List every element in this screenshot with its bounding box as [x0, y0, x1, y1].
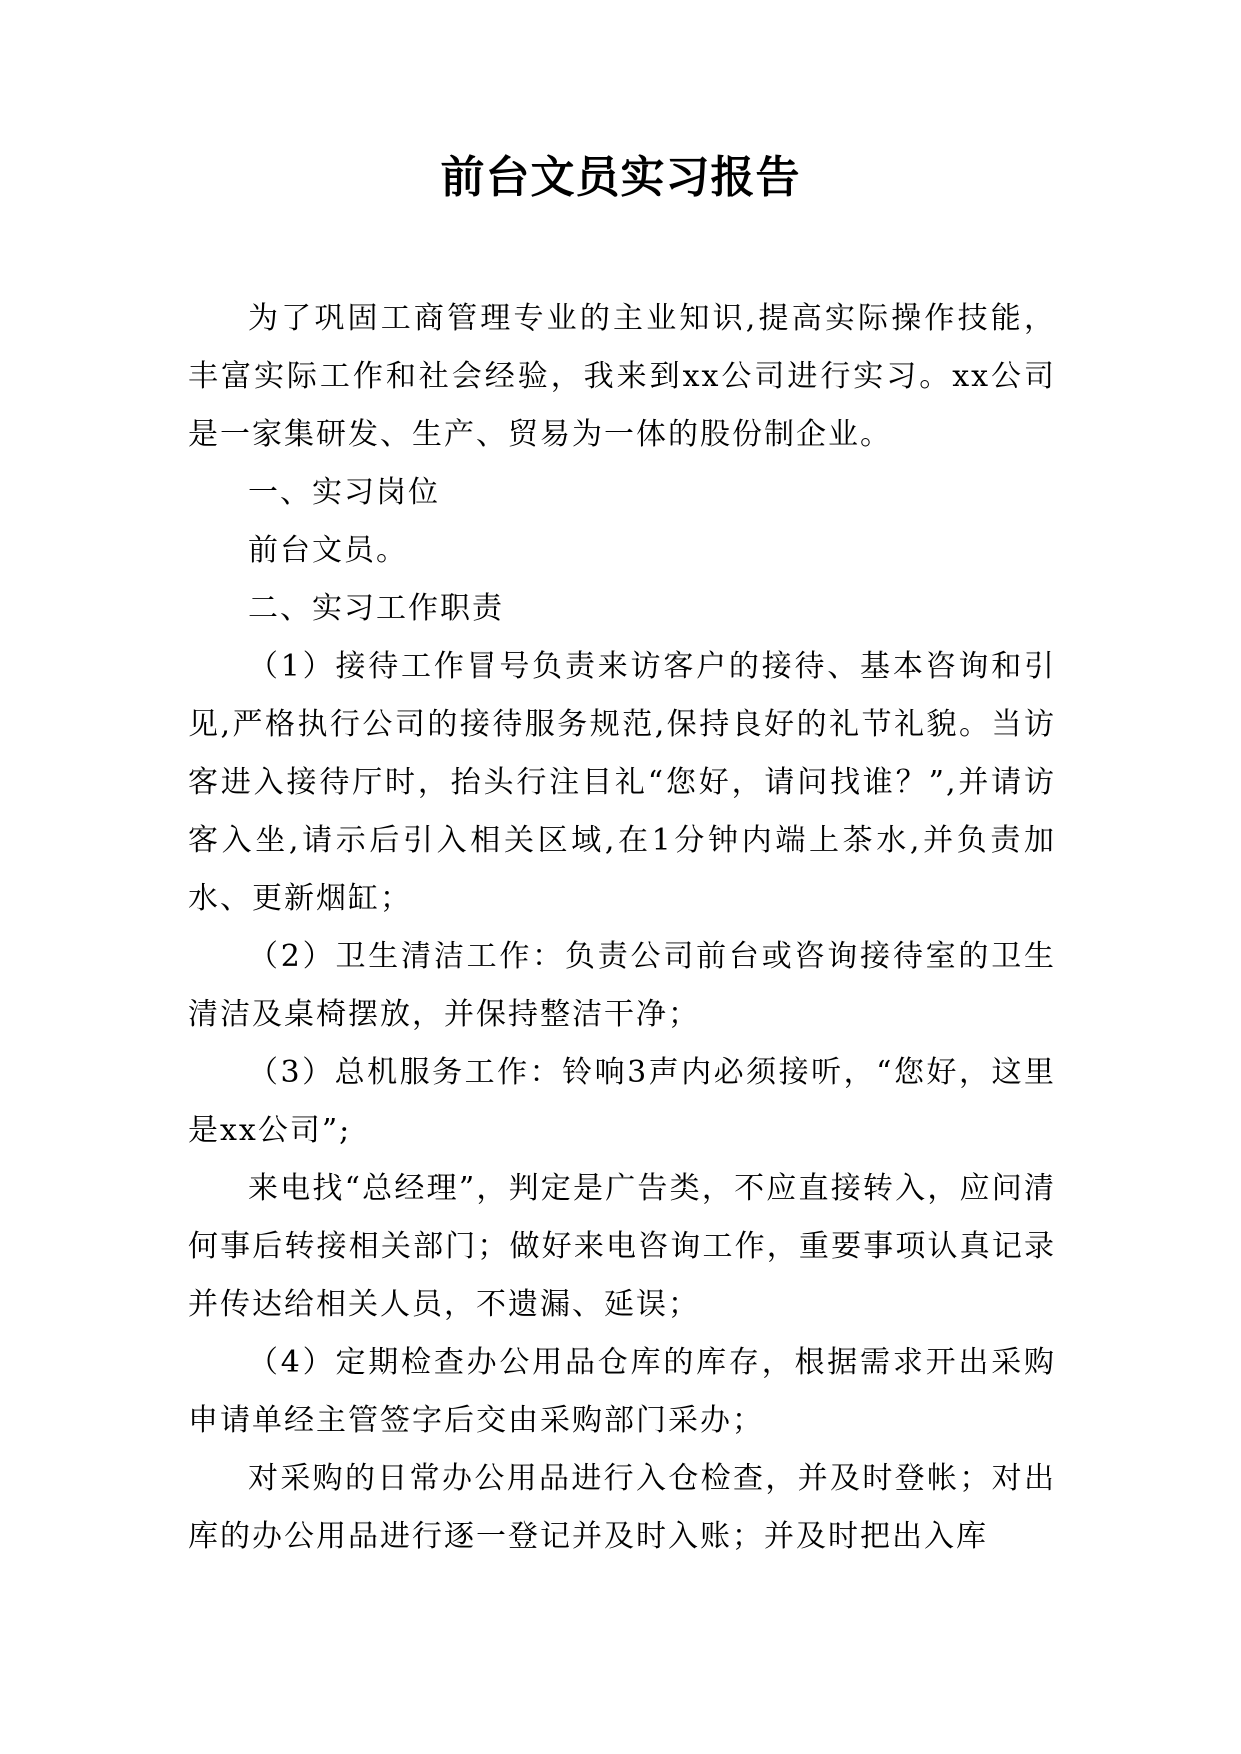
- section-heading-internship-position: 一、实习岗位: [248, 475, 440, 510]
- section-heading-job-duties: 二、实习工作职责: [248, 591, 504, 626]
- document-body: [188, 290, 1056, 1566]
- paragraph-duty-supplies: （4）定期检查办公用品仓库的库存，根据需求开出采购申请单经主管签字后交由采购部门采办；: [188, 1345, 1056, 1438]
- paragraph-duty-reception: （1）接待工作冒号负责来访客户的接待、基本咨询和引见,严格执行公司的接待服务规范,保持良好的礼节礼貌。当访客进入接待厅时，抬头行注目礼“您好，请问找谁？”,并请访客入坐,请示后引入相关区域,在1分钟内端上茶水,并负责加水、更新烟缸；: [188, 649, 1056, 916]
- paragraph-position: 前台文员。: [248, 533, 408, 568]
- paragraph-intro: 为了巩固工商管理专业的主业知识,提高实际操作技能，丰富实际工作和社会经验，我来到xx公司进行实习。xx公司是一家集研发、生产、贸易为一体的股份制企业。: [188, 301, 1056, 452]
- paragraph-supplies-inventory: 对采购的日常办公用品进行入仓检查，并及时登帐；对出库的办公用品进行逐一登记并及时入账；并及时把出入库: [188, 1461, 1056, 1554]
- paragraph-duty-switchboard: （3）总机服务工作：铃响3声内必须接听，“您好，这里是xx公司”;: [188, 1055, 1056, 1148]
- document-title: 前台文员实习报告: [440, 152, 801, 203]
- paragraph-call-handling: 来电找“总经理”，判定是广告类，不应直接转入，应问清何事后转接相关部门；做好来电咨询工作，重要事项认真记录并传达给相关人员，不遗漏、延误；: [188, 1171, 1056, 1322]
- paragraph-duty-cleaning: （2）卫生清洁工作：负责公司前台或咨询接待室的卫生清洁及桌椅摆放，并保持整洁干净；: [188, 939, 1056, 1032]
